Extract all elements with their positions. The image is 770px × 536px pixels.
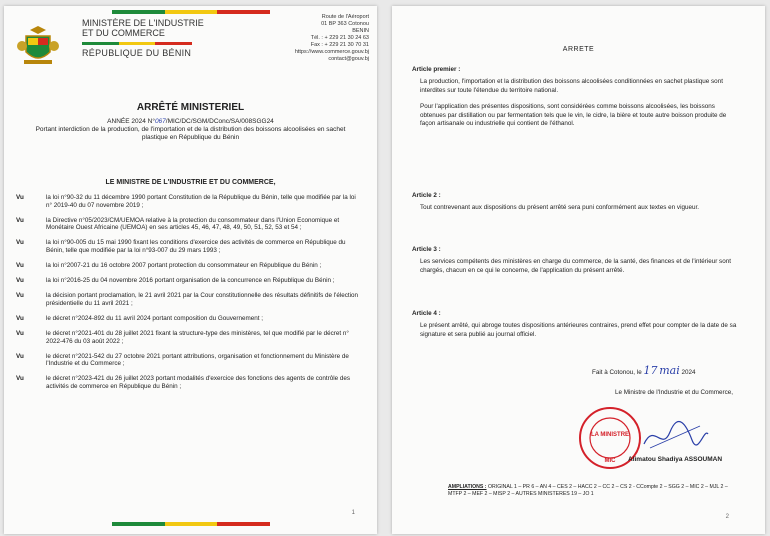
address-line: Route de l'Aéroport (321, 14, 369, 20)
considerant-text: la loi n°90-32 du 11 décembre 1990 portant Constitution de la République du Bénin, telle que modifiée par la loi n° 2019-40 du 07 novembre 2019 ; (46, 194, 356, 209)
vu-label: Vu (16, 239, 24, 247)
ministry-name-line2: ET DU COMMERCE (82, 28, 165, 38)
signature-date (592, 364, 696, 377)
considerant-text: la Directive n°05/2023/CM/UEMOA relative à la protection du consommateur dans l'Union Economique et Monétaire Ouest Africaine (UEMOA) en ses articles 45, 46, 47, 48, 49, 50, 51, 52, 53 et 54 ; (46, 216, 340, 232)
article-3 (412, 246, 742, 275)
address-line: https://www.commerce.gouv.bj (294, 49, 369, 55)
considerant-text: le décret n°2023-421 du 26 juillet 2023 portant modalités d'exercice des fonctions des agents de contrôle des activités de commerce en République du Bénin ; (46, 375, 351, 390)
list-item (16, 330, 361, 345)
considerant-text: le décret n°2024-892 du 11 avril 2024 portant composition du Gouvernement ; (46, 314, 263, 322)
article-label: Article 2 : (412, 192, 441, 199)
article-text: Le présent arrêté, qui abroge toutes dispositions antérieures contraires, prend effet pour compter de la date de sa signature et sera publié au journal officiel. (420, 322, 737, 338)
article-text: Pour l'application des présentes dispositions, sont considérées comme boissons alcoolisées, les boissons obtenues par distillation ou par fermentation tels que le vin, le cidre, la bière et toute autre boisson produite de façon artisanale ou industrielle qui contient de l'éthanol. (420, 103, 727, 128)
article-label: Article 3 : (412, 246, 441, 253)
article-text: Tout contrevenant aux dispositions du présent arrêté sera puni conformément aux textes en vigueur. (420, 204, 699, 212)
coat-of-arms-icon (16, 24, 60, 68)
considerant-text: la décision portant proclamation, le 21 avril 2021 par la Cour constitutionnelle des résultats définitifs de l'élection présidentielle du 11 avril 2021 ; (46, 292, 359, 307)
flag-stripe-bottom (112, 522, 270, 526)
list-item (16, 375, 361, 390)
list-item (16, 277, 361, 285)
document-page-1 (4, 6, 377, 534)
stamp-text-bottom: MIC (604, 458, 616, 464)
vu-label: Vu (16, 194, 24, 201)
ministry-flag-stripe (82, 42, 192, 45)
list-item (16, 353, 361, 368)
document-page-2 (392, 6, 765, 534)
article-text: La production, l'importation et la distribution des boissons alcoolisées conditionnées en sachet plastique sont interdites sur toute l'étendue du territoire national. (420, 78, 723, 94)
arrete-heading: ARRETE (562, 46, 595, 53)
article-1 (412, 66, 742, 128)
signatory-name: Alimatou Shadiya ASSOUMAN (628, 456, 723, 463)
address-line: 01 BP 363 Cotonou (321, 21, 369, 27)
handwritten-signature-icon (640, 418, 710, 454)
republic-name: RÉPUBLIQUE DU BÉNIN (82, 48, 192, 58)
document-title: ARRÊTÉ MINISTERIEL (136, 102, 245, 113)
list-item (16, 194, 361, 209)
ref-handwritten-number: 067 (154, 118, 166, 125)
page-number: 1 (351, 510, 355, 516)
considerant-text: le décret n°2021-542 du 27 octobre 2021 portant attributions, organisation et fonctionnement du Ministère de l'Industrie et du Commerce ; (46, 352, 349, 368)
ministry-address (259, 14, 369, 63)
ministry-name-line1: MINISTÈRE DE L'INDUSTRIE (82, 18, 204, 28)
list-item (16, 262, 361, 270)
vu-label: Vu (16, 352, 24, 360)
considerants-list (16, 194, 361, 398)
fait-year: 2024 (681, 369, 696, 376)
article-2 (412, 192, 742, 213)
signatory-title: Le Ministre de l'Industrie et du Commerce, (614, 389, 734, 396)
address-line: BENIN (352, 28, 369, 34)
page-number: 2 (725, 514, 729, 520)
vu-label: Vu (16, 277, 24, 285)
vu-label: Vu (16, 375, 24, 383)
fait-month: mai (659, 364, 680, 377)
ref-prefix: ANNÉE 2024 N° (107, 118, 155, 125)
list-item (16, 315, 361, 323)
considerant-text: le décret n°2021-401 du 28 juillet 2021 fixant la structure-type des ministères, tel que modifié par le décret n° 2022-476 du 03 août 2022 ; (46, 330, 349, 345)
list-item (16, 217, 361, 232)
list-item (16, 292, 361, 307)
address-line: Fax : + 229 21 30 70 31 (310, 42, 369, 48)
address-line: Tél. : + 229 21 30 24 63 (310, 35, 369, 41)
minister-heading: LE MINISTRE DE L'INDUSTRIE ET DU COMMERCE, (105, 179, 276, 186)
fait-prefix: Fait à Cotonou, le (592, 369, 642, 376)
article-text: Les services compétents des ministères en charge du commerce, de la santé, des finances et de l'intérieur sont chargés, chacun en ce qui le concerne, de l'application du présent arrêté. (420, 258, 731, 274)
flag-stripe-top (112, 10, 270, 14)
ref-suffix: /MIC/DC/SGM/DConc/SA/008SGG24 (165, 118, 274, 125)
article-label: Article premier : (412, 66, 461, 73)
document-subject: Portant interdiction de la production, de l'importation et de la distribution des boissons alcoolisées en sachet plastique en République du Bénin (35, 126, 346, 141)
article-label: Article 4 : (412, 310, 441, 317)
vu-label: Vu (16, 330, 24, 338)
ministry-header (82, 18, 272, 58)
ampliations-label: AMPLIATIONS : (448, 484, 487, 490)
list-item (16, 239, 361, 254)
fait-day: 17 (643, 364, 658, 377)
vu-label: Vu (16, 292, 24, 300)
vu-label: Vu (16, 216, 24, 224)
considerant-text: la loi n°2016-25 du 04 novembre 2016 portant organisation de la concurrence en République du Bénin ; (46, 277, 335, 285)
considerant-text: la loi n°90-005 du 15 mai 1990 fixant les conditions d'exercice des activités de commerce en République du Bénin, telle que modifiée par la loi n°93-007 du 29 mars 1993 ; (46, 239, 346, 254)
considerant-text: la loi n°2007-21 du 16 octobre 2007 portant protection du consommateur en République du Bénin ; (46, 262, 322, 270)
ampliations (448, 484, 738, 498)
vu-label: Vu (16, 314, 24, 322)
ampliations-text: ORIGINAL 1 – PR 6 – AN 4 – CES 2 – HACC 2 – CC 2 – CS 2 - CCompte 2 – SGG 2 – MIC 2 – MJL 2 – MTFP 2 – MEF 2 – MISP 2 – AUTRES MINISTERES 19 – JO 1 (448, 484, 728, 497)
stamp-text-top: LA MINISTRE (590, 432, 630, 438)
article-4 (412, 310, 742, 339)
vu-label: Vu (16, 262, 24, 270)
document-reference (24, 118, 357, 142)
address-line: contact@gouv.bj (328, 56, 369, 62)
